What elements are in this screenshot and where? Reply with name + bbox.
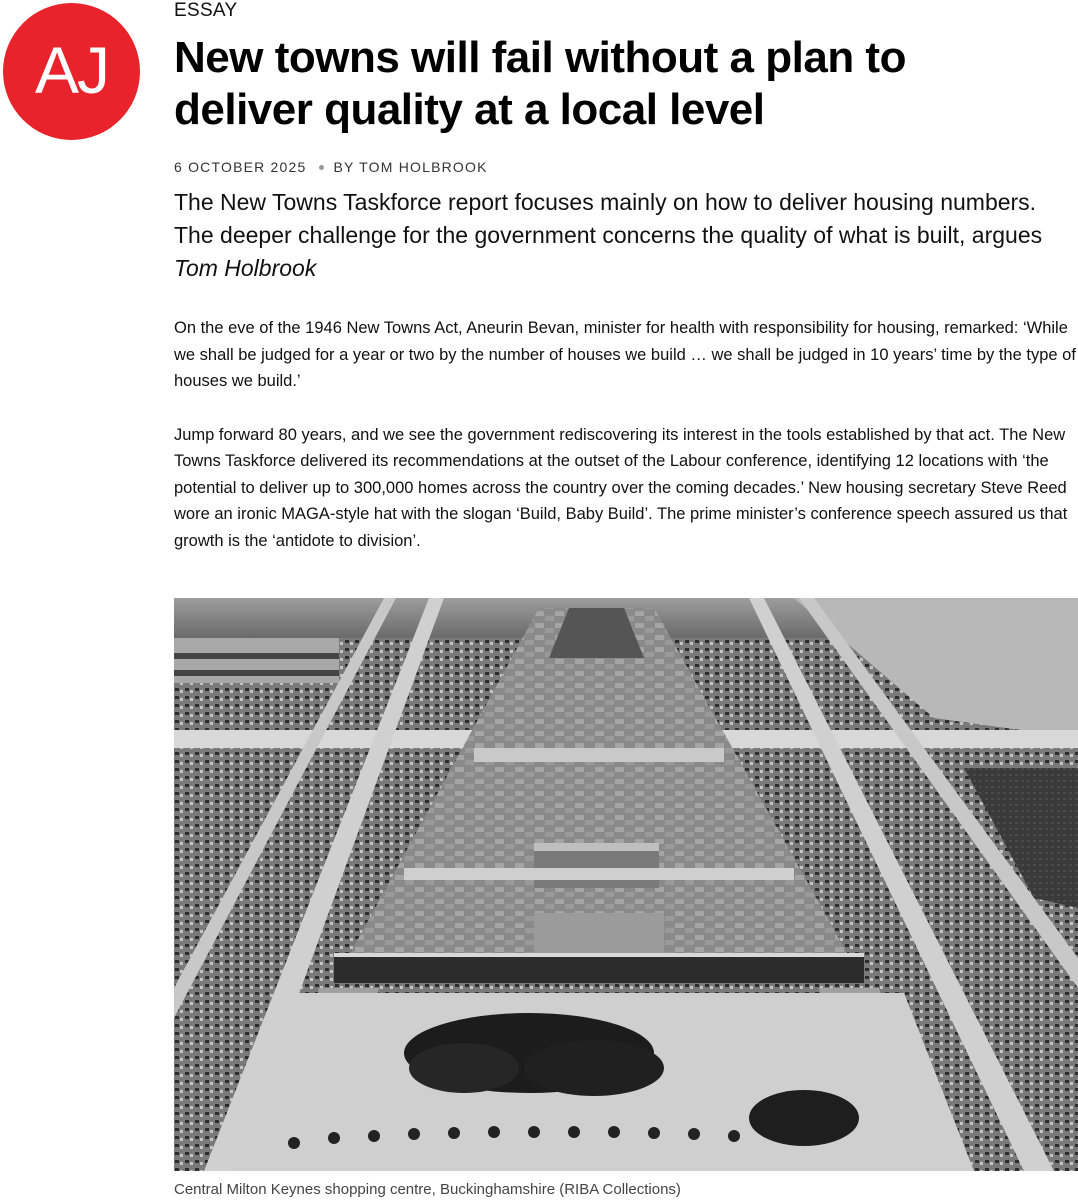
body-paragraph: Jump forward 80 years, and we see the government rediscovering its interest in the tools established by that act. The New Towns Taskforce delivered its recommendations at the outset of the Labour conference, identifying 12 locations with ‘the potential to deliver up to 300,000 homes across the country over the coming decades.’ New housing secretary Steve Reed wore an ironic MAGA-style hat with the slogan ‘Build, Baby Build’. The prime minister’s conference speech assured us that growth is the ‘antidote to division’.: [174, 425, 1068, 550]
article-date: 6 OCTOBER 2025: [174, 159, 307, 175]
photo-caption: Central Milton Keynes shopping centre, Buckinghamshire (RIBA Collections): [174, 1181, 681, 1198]
aerial-photo-illustration: [174, 598, 1078, 1171]
article-kicker[interactable]: ESSAY: [174, 0, 238, 21]
article-body: [174, 315, 1078, 554]
article-headline: New towns will fail without a plan to deliver quality at a local level: [174, 33, 906, 134]
article-photo: [174, 598, 1078, 1171]
body-paragraph: On the eve of the 1946 New Towns Act, Aneurin Bevan, minister for health with responsibility for housing, remarked: ‘While we shall be judged for a year or two by the number of houses we build … we shall be judged in 10 years’ time by the type of houses we build.’: [174, 319, 1076, 390]
separator-dot: [319, 165, 324, 170]
standfirst-author: Tom Holbrook: [174, 255, 317, 281]
article-column: [174, 0, 1078, 581]
article-standfirst: [174, 186, 1074, 285]
aj-logo[interactable]: [3, 3, 140, 140]
article-byline[interactable]: BY TOM HOLBROOK: [333, 159, 488, 175]
standfirst-text: The New Towns Taskforce report focuses mainly on how to deliver housing numbers. The deeper challenge for the government concerns the quality of what is built, argues: [174, 189, 1043, 248]
article-meta: [174, 158, 1078, 176]
logo-text: AJ: [34, 32, 109, 107]
